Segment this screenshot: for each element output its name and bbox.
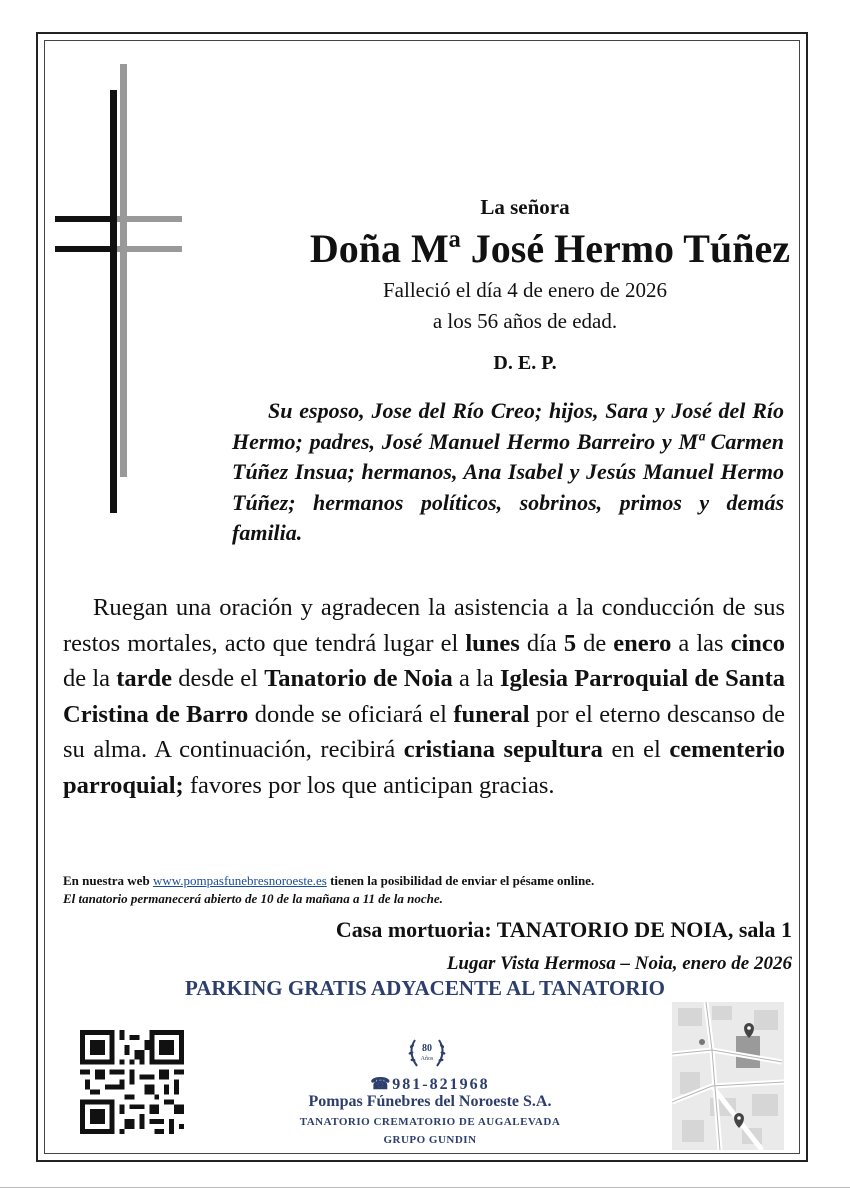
deceased-name: Doña Mª José Hermo Túñez [309,226,790,271]
group-name: GRUPO GUNDIN [383,1134,477,1146]
qr-code-icon[interactable] [80,1030,184,1134]
emblem-number: 80 [422,1043,432,1054]
age-text: a los 56 años de edad. [432,309,618,333]
parking-notice: PARKING GRATIS ADYACENTE AL TANATORIO [185,976,665,1000]
crematorio-name: TANATORIO CREMATORIO DE AUGALEVADA [299,1116,561,1128]
phone-number: 981-821968 [392,1076,490,1093]
family-list: Su esposo, Jose del Río Creo; hijos, Sara y José del Río Hermo; padres, José Manuel Hermo Barreiro y Mª Carmen Túñez Insua; hermanos, Ana Isabel y Jesús Manuel Hermo Túñez; hermanos políticos, sobrinos, primos y demás familia. [232,398,784,545]
intro-text: La señora [480,195,570,219]
emblem-word: Años [420,1056,434,1062]
phone-icon: ☎ [370,1076,393,1093]
ceremony-text: Ruegan una oración y agradecen la asistencia a la conducción de sus restos mortales, acto que tendrá lugar el lunes día 5 de enero a las cinco de la tarde desde el Tanatorio de Noia a la Iglesia Parroquial de Santa Cristina de Barro donde se oficiará el funeral por el eterno descanso de su alma. A continuación, recibirá cristiana sepultura en el cementerio parroquial; favores por los que anticipan gracias. [63,594,786,799]
location-map-icon[interactable] [672,1002,784,1150]
casa-mortuoria: Casa mortuoria: TANATORIO DE NOIA, sala 1 [335,917,792,942]
dep-text: D. E. P. [493,352,557,374]
web-notice: En nuestra web www.pompasfunebresnoroeste.es tienen la posibilidad de enviar el pésame online. [63,873,595,888]
phone-line[interactable] [260,1074,600,1094]
page-edge-line [0,1187,850,1188]
company-name: Pompas Fúnebres del Noroeste S.A. [308,1093,552,1110]
anniversary-emblem-icon [403,1032,451,1072]
death-date: Falleció el día 4 de enero de 2026 [383,278,667,302]
opening-hours: El tanatorio permanecerá abierto de 10 de la mañana a 11 de la noche. [63,891,443,906]
place-date: Lugar Vista Hermosa – Noia, enero de 2026 [446,953,792,974]
website-link[interactable]: www.pompasfunebresnoroeste.es [152,873,327,888]
